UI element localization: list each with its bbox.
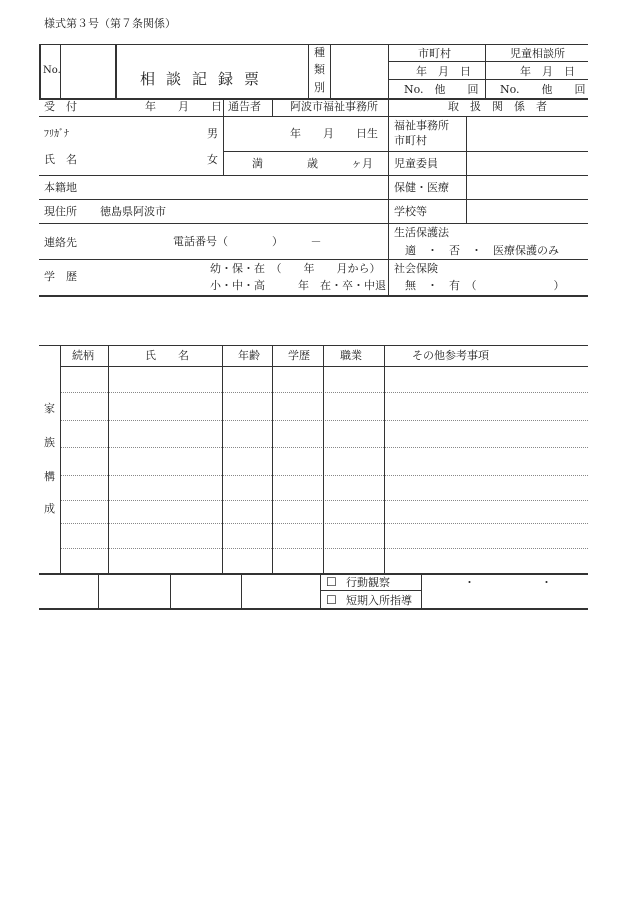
birth-date: 年 月 日生 [290, 127, 378, 140]
page-title: 相談記録票 [140, 70, 271, 88]
fukushi-label: 福祉事務所 [394, 119, 449, 132]
col-sonota: その他参考事項 [412, 349, 489, 362]
kodo-checkbox[interactable]: ☐ [326, 575, 337, 589]
furigana-label: ﾌﾘｶﾞﾅ [44, 129, 69, 140]
no-label: No. [43, 65, 61, 76]
shurui-3: 別 [314, 81, 325, 94]
gakureki-line-2: 小・中・高 年 在・卒・中退 [210, 279, 386, 292]
family-label-1: 家 [44, 402, 55, 415]
family-label-4: 成 [44, 502, 55, 515]
age-label: 満 歳 ヶ月 [252, 157, 373, 170]
tanki-label: 短期入所指導 [346, 594, 412, 607]
shichoson-label: 市町村 [418, 47, 451, 60]
female-label: 女 [207, 153, 218, 166]
col-nenrei: 年齢 [238, 349, 260, 362]
family-label-3: 構 [44, 470, 55, 483]
gakureki-label: 学 歴 [44, 270, 77, 283]
tel-label: 電話番号（ ） － [173, 235, 322, 248]
shichoson-label-2: 市町村 [394, 134, 427, 147]
shichoson-date: 年 月 日 [416, 65, 471, 78]
form-label: 様式第３号（第７条関係） [44, 17, 176, 30]
jido-label: 児童相談所 [510, 47, 565, 60]
tsukokusha-label: 通告者 [228, 100, 261, 113]
tsukokusha-value: 阿波市福祉事務所 [290, 100, 378, 113]
address-value: 徳島県阿波市 [100, 205, 166, 218]
col-shimei: 氏 名 [145, 349, 189, 362]
jido-no: No. 他 回 [500, 83, 586, 96]
genjusho-label: 現住所 [44, 205, 77, 218]
honseki-label: 本籍地 [44, 181, 77, 194]
seikatsu-options: 適 ・ 否 ・ 医療保護のみ [405, 244, 559, 257]
bottom-dots: ・ ・ [464, 576, 552, 589]
shurui-2: 類 [314, 63, 325, 76]
jido-iin-label: 児童委員 [394, 157, 438, 170]
toriatsukai-label: 取 扱 関 係 者 [448, 100, 547, 113]
uketsuke-label: 受 付 [44, 100, 77, 113]
seikatsu-label: 生活保護法 [394, 226, 449, 239]
shakai-options: 無 ・ 有 （ ） [405, 279, 565, 292]
col-zokugara: 続柄 [72, 349, 94, 362]
col-shokugyo: 職業 [340, 349, 362, 362]
jido-date: 年 月 日 [520, 65, 575, 78]
shurui-1: 種 [314, 46, 325, 59]
uketsuke-date: 年 月 日 [145, 100, 222, 113]
gakko-label: 学校等 [394, 205, 427, 218]
male-label: 男 [207, 127, 218, 140]
shakai-label: 社会保険 [394, 262, 438, 275]
gakureki-line-1: 幼・保・在 （ 年 月から） [210, 262, 381, 275]
family-label-2: 族 [44, 436, 55, 449]
name-label: 氏 名 [44, 153, 77, 166]
shichoson-no: No. 他 回 [404, 83, 479, 96]
kodo-label: 行動観察 [346, 576, 390, 589]
col-gakureki: 学歴 [288, 349, 310, 362]
hoken-label: 保健・医療 [394, 181, 449, 194]
tanki-checkbox[interactable]: ☐ [326, 593, 337, 607]
renraku-label: 連絡先 [44, 236, 77, 249]
